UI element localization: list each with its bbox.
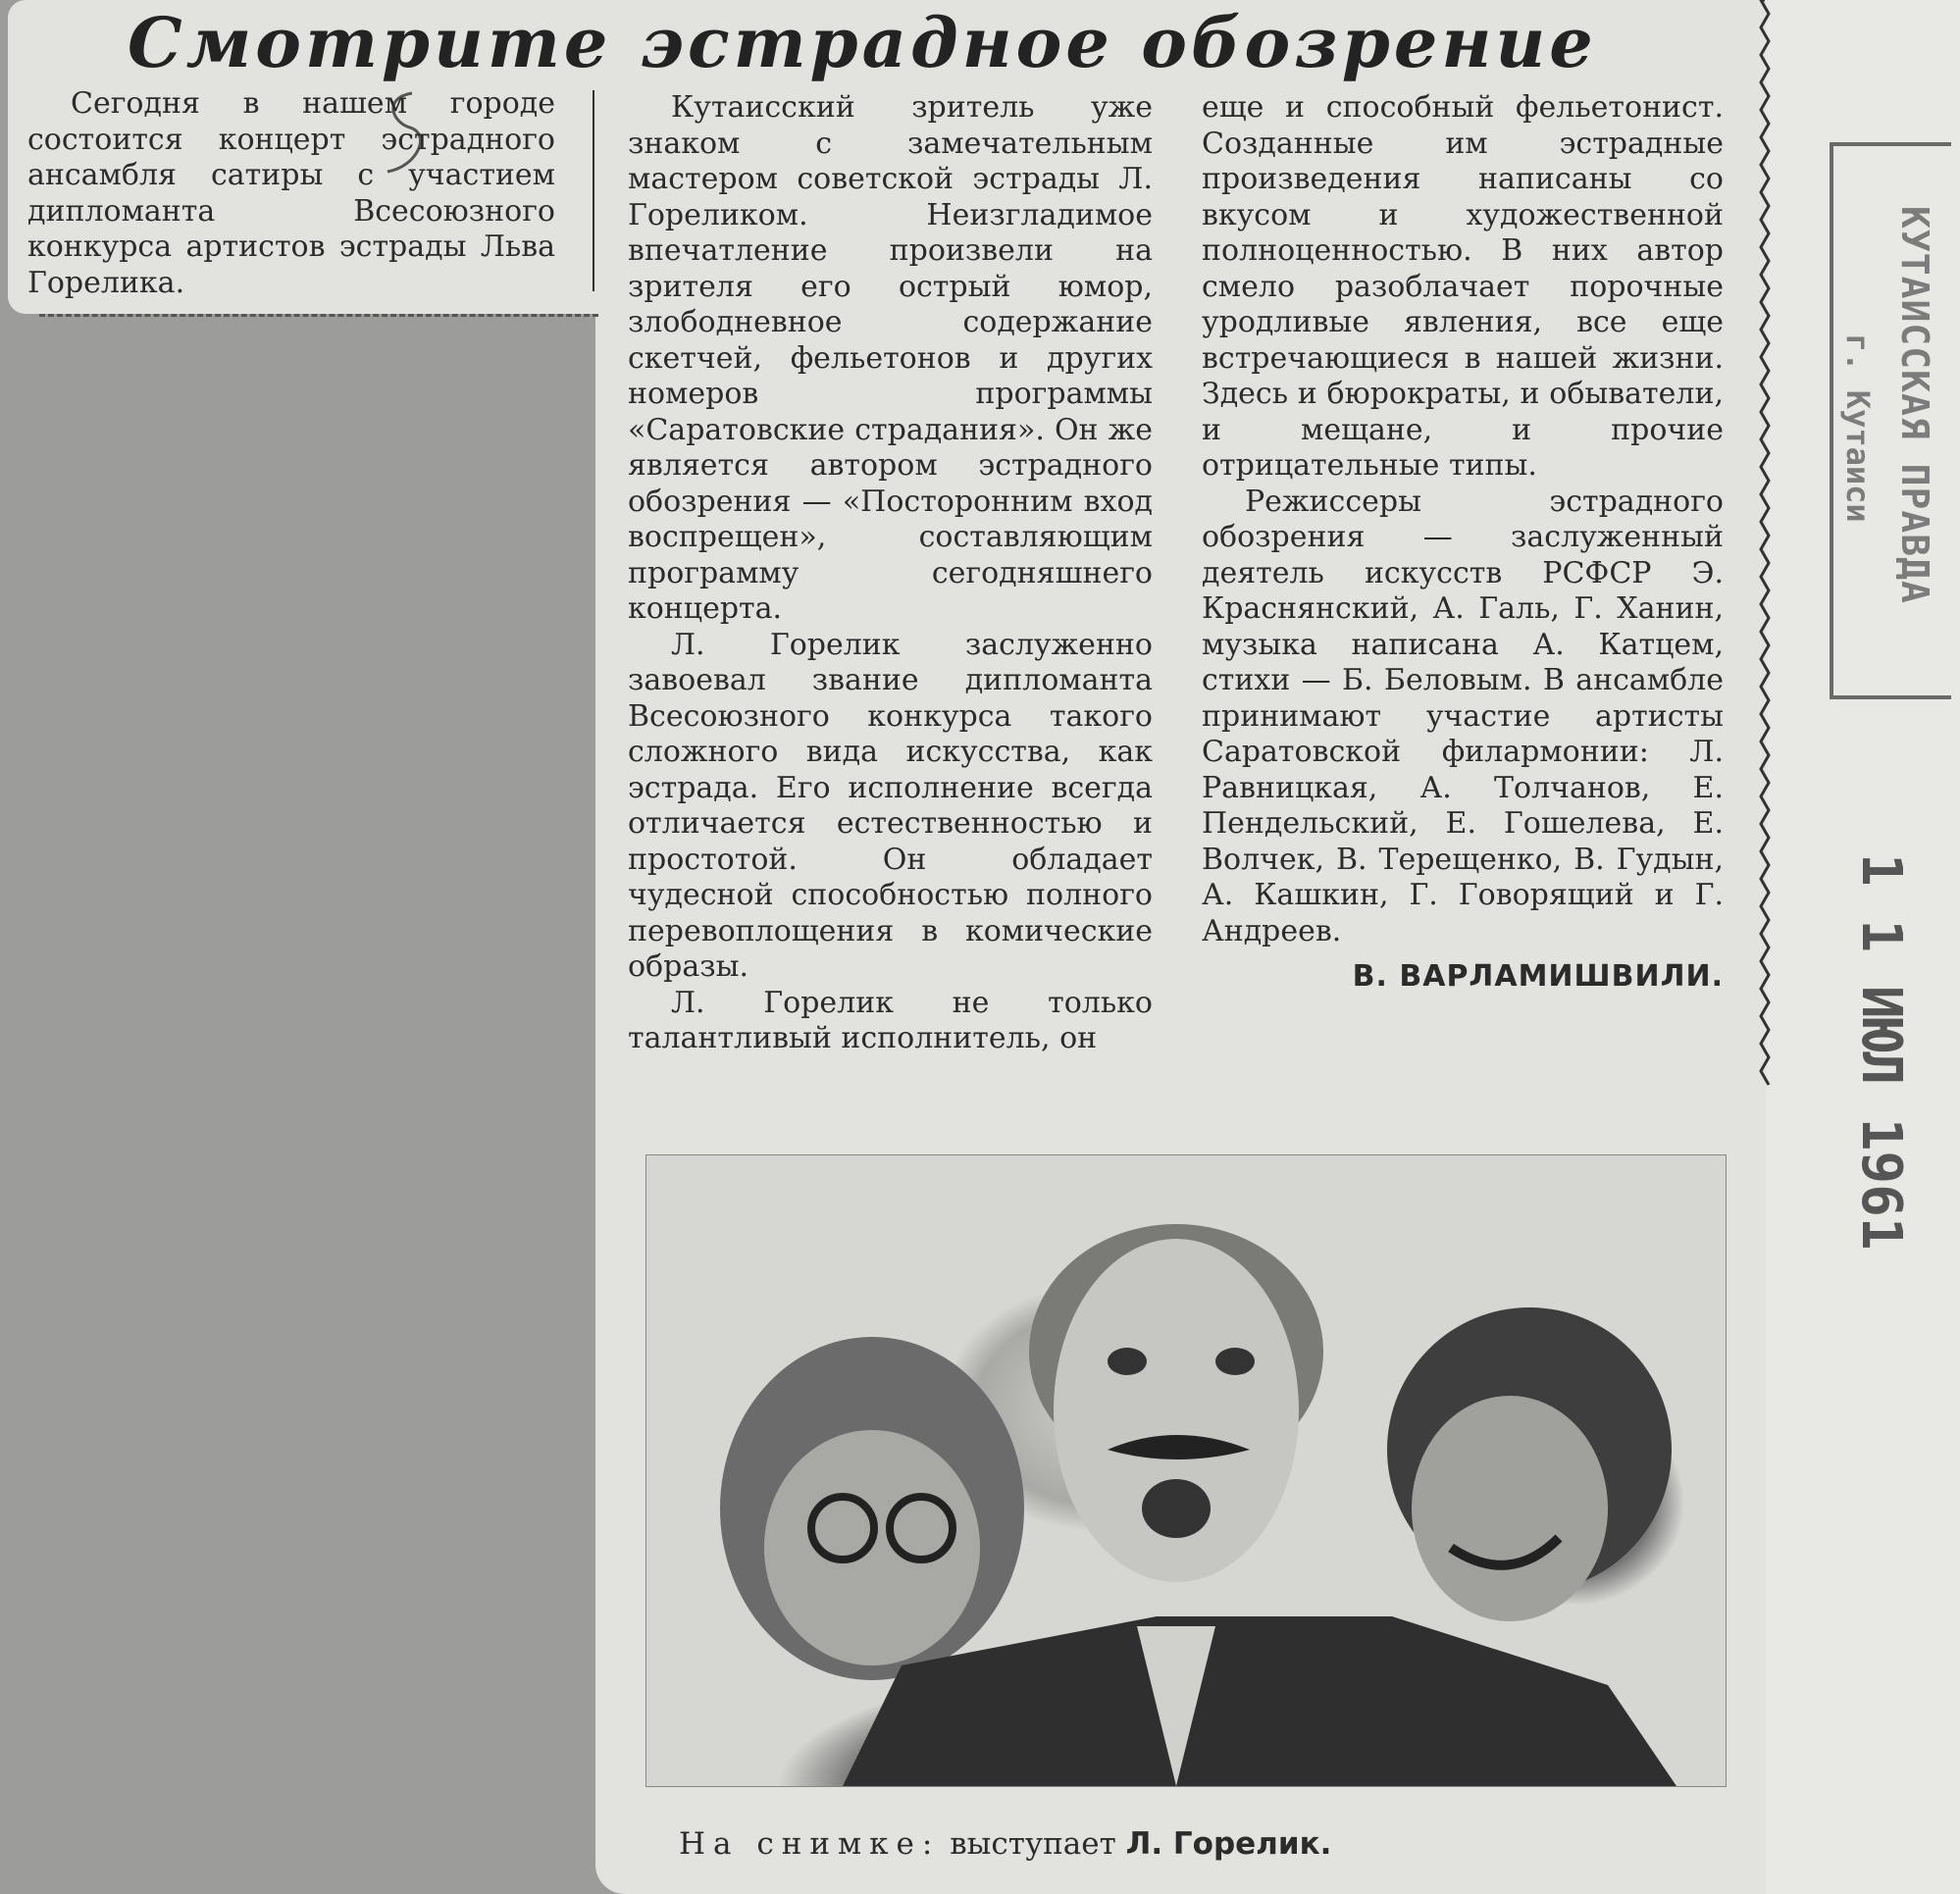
caption-prefix: На снимке:	[679, 1826, 941, 1862]
caption-name: Л. Горелик.	[1125, 1826, 1332, 1862]
stamp-date: 1 1 ИЮЛ 1961	[1849, 853, 1913, 1251]
paragraph: Л. Горелик заслуженно завоевал звание дипломанта Всесоюзного конкурса такого сложного вида искусства, как эстрада. Его исполнение всегда отличается естественностью и простотой. Он обладает чудесной способностью полного перевоплощения в комические образы.	[628, 627, 1153, 984]
paragraph: Режиссеры эстрадного обозрения — заслуженный деятель искусств РСФСР Э. Краснянский, А. Галь, Г. Ханин, музыка написана А. Катцем, стихи — Б. Беловым. В ансамбле принимают участие артисты Саратовской филармонии: Л. Равницкая, А. Толчанов, Е. Пендельский, Е. Гошелева, Е. Волчек, В. Терещенко, В. Гудын, А. Кашкин, Г. Говорящий и Г. Андреев.	[1202, 484, 1724, 948]
paragraph: еще и способный фельетонист. Созданные им эстрадные произведения написаны со вкусом и художественной полноценностью. В них автор смело разоблачает порочные уродливые явления, все еще встречающиеся в нашей жизни. Здесь и бюрократы, и обыватели, и мещане, и прочие отрицательные типы.	[1202, 90, 1724, 483]
article-lead	[27, 86, 555, 301]
article-column-3	[1202, 90, 1724, 996]
performer-photo	[645, 1154, 1727, 1787]
article-title: Смотрите эстрадное обозрение	[128, 2, 1597, 83]
paragraph: Л. Горелик не только талантливый исполнитель, он	[628, 985, 1153, 1055]
column-divider	[593, 90, 594, 291]
stamp-city: г. Кутаиси	[1839, 333, 1877, 523]
photo-three-performers-icon	[646, 1155, 1726, 1786]
stamp-newspaper-name: КУТАИССКАЯ ПРАВДА	[1893, 206, 1936, 604]
photo-caption	[679, 1826, 1331, 1862]
cut-line	[39, 314, 598, 317]
paragraph: Кутаисский зритель уже знаком с замечательным мастером советской эстрады Л. Гореликом. Неизгладимое впечатление произвели на зрителя его острый юмор, злободневное содержание скетчей, фельетонов и других номеров программы «Саратовские страдания». Он же является автором эстрадного обозрения — «Посторонним вход воспрещен», составляющим программу сегодняшнего концерта.	[628, 90, 1153, 626]
article-author: В. ВАРЛАМИШВИЛИ.	[1352, 959, 1724, 994]
torn-edge	[1759, 0, 1771, 1089]
lead-paragraph: Сегодня в нашем городе состоится концерт эстрадного ансамбля сатиры с участием дипломанта Всесоюзного конкурса артистов эстрады Льва Горелика.	[27, 86, 555, 300]
caption-text: выступает	[950, 1826, 1116, 1862]
article-column-2	[628, 90, 1153, 1057]
